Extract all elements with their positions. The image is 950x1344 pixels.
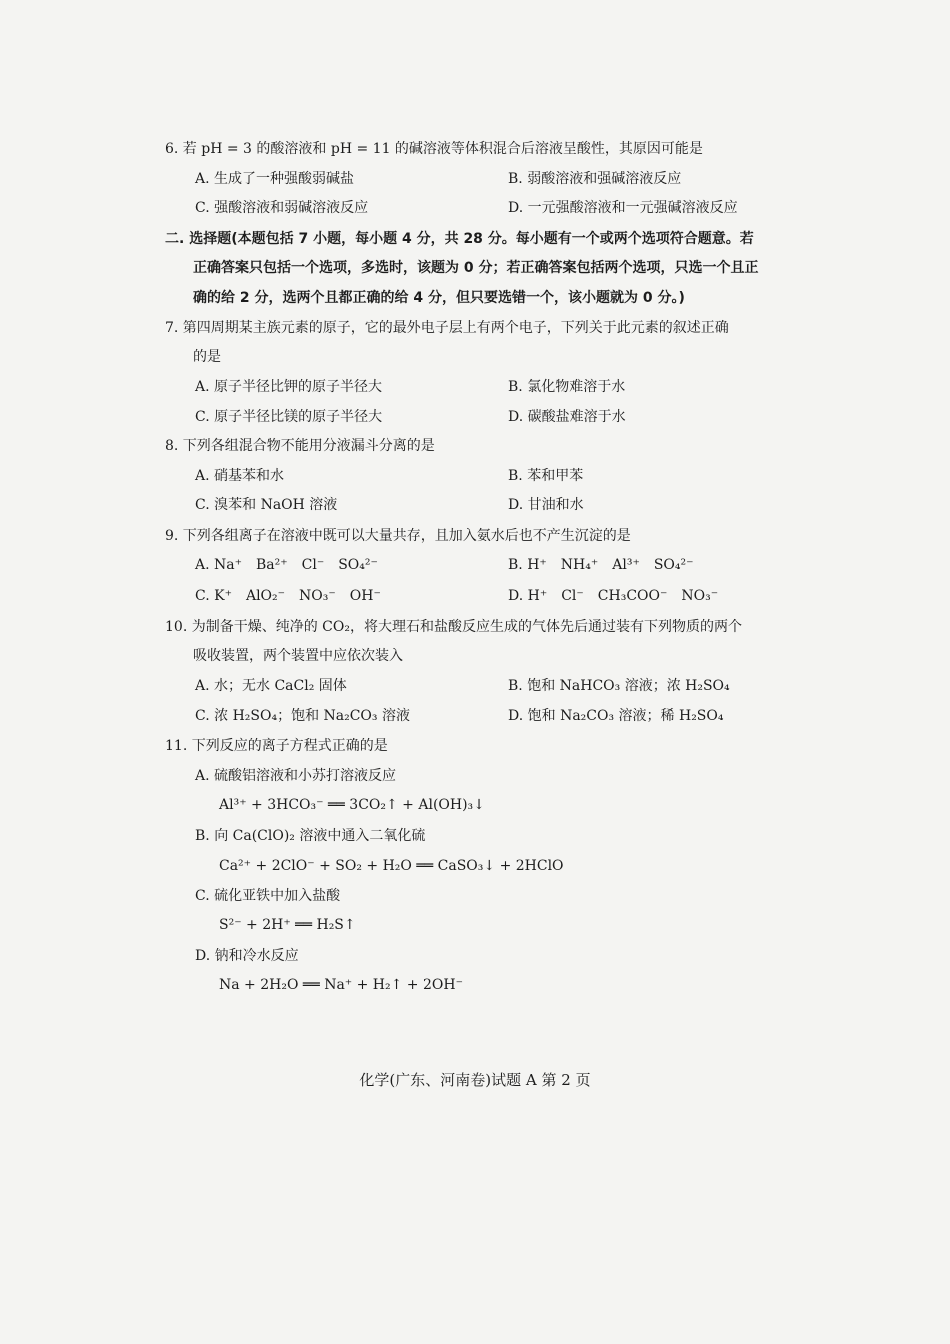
q9-stem: 9. 下列各组离子在溶液中既可以大量共存，且加入氨水后也不产生沉淀的是 bbox=[165, 528, 631, 544]
q6-option-a: A. 生成了一种强酸弱碱盐 bbox=[195, 171, 355, 187]
q6-option-b: B. 弱酸溶液和强碱溶液反应 bbox=[508, 171, 682, 187]
q9-option-a: A. Na⁺ Ba²⁺ Cl⁻ SO₄²⁻ bbox=[195, 557, 378, 573]
q10-option-c: C. 浓 H₂SO₄；饱和 Na₂CO₃ 溶液 bbox=[195, 708, 410, 724]
q7-option-a: A. 原子半径比钾的原子半径大 bbox=[195, 379, 383, 395]
q11-option-b-equation: Ca²⁺ + 2ClO⁻ + SO₂ + H₂O ══ CaSO₃↓ + 2HClO bbox=[219, 858, 564, 874]
q11-option-b: B. 向 Ca(ClO)₂ 溶液中通入二氧化硫 bbox=[195, 828, 426, 844]
q11-stem: 11. 下列反应的离子方程式正确的是 bbox=[165, 738, 388, 754]
q11-option-a-equation: Al³⁺ + 3HCO₃⁻ ══ 3CO₂↑ + Al(OH)₃↓ bbox=[219, 797, 485, 813]
q6-option-c: C. 强酸溶液和弱碱溶液反应 bbox=[195, 200, 369, 216]
q7-option-d: D. 碳酸盐难溶于水 bbox=[508, 409, 626, 425]
q10-option-a: A. 水；无水 CaCl₂ 固体 bbox=[195, 678, 347, 694]
q11-option-d-equation: Na + 2H₂O ══ Na⁺ + H₂↑ + 2OH⁻ bbox=[219, 977, 463, 993]
q6-stem: 6. 若 pH = 3 的酸溶液和 pH = 11 的碱溶液等体积混合后溶液呈酸性，其原因可能是 bbox=[165, 141, 703, 157]
q10-option-b: B. 饱和 NaHCO₃ 溶液；浓 H₂SO₄ bbox=[508, 678, 730, 694]
q7-option-b: B. 氯化物难溶于水 bbox=[508, 379, 626, 395]
section2-line3: 确的给 2 分，选两个且都正确的给 4 分，但只要选错一个，该小题就为 0 分。) bbox=[193, 290, 685, 306]
section2-line1: 二. 选择题(本题包括 7 小题，每小题 4 分，共 28 分。每小题有一个或两个选项符合题意。若 bbox=[165, 231, 754, 247]
q11-option-a: A. 硫酸铝溶液和小苏打溶液反应 bbox=[195, 768, 397, 784]
q7-option-c: C. 原子半径比镁的原子半径大 bbox=[195, 409, 383, 425]
q8-option-c: C. 溴苯和 NaOH 溶液 bbox=[195, 497, 338, 513]
q8-option-a: A. 硝基苯和水 bbox=[195, 468, 285, 484]
q10-option-d: D. 饱和 Na₂CO₃ 溶液；稀 H₂SO₄ bbox=[508, 708, 724, 724]
q7-stem-line1: 7. 第四周期某主族元素的原子，它的最外电子层上有两个电子，下列关于此元素的叙述正确 bbox=[165, 320, 729, 336]
page-footer: 化学(广东、河南卷)试题 A 第 2 页 bbox=[359, 1071, 591, 1089]
q9-option-c: C. K⁺ AlO₂⁻ NO₃⁻ OH⁻ bbox=[195, 588, 381, 604]
q7-stem-line2: 的是 bbox=[193, 349, 221, 365]
q8-option-d: D. 甘油和水 bbox=[508, 497, 584, 513]
q9-option-b: B. H⁺ NH₄⁺ Al³⁺ SO₄²⁻ bbox=[508, 557, 694, 573]
q8-stem: 8. 下列各组混合物不能用分液漏斗分离的是 bbox=[165, 438, 435, 454]
q8-option-b: B. 苯和甲苯 bbox=[508, 468, 584, 484]
section2-line2: 正确答案只包括一个选项，多选时，该题为 0 分；若正确答案包括两个选项，只选一个且正 bbox=[193, 260, 759, 276]
q11-option-c-equation: S²⁻ + 2H⁺ ══ H₂S↑ bbox=[219, 917, 356, 933]
q6-option-d: D. 一元强酸溶液和一元强碱溶液反应 bbox=[508, 200, 738, 216]
q10-stem-line1: 10. 为制备干燥、纯净的 CO₂，将大理石和盐酸反应生成的气体先后通过装有下列物质的两个 bbox=[165, 619, 742, 635]
q10-stem-line2: 吸收装置，两个装置中应依次装入 bbox=[193, 648, 403, 664]
q11-option-c: C. 硫化亚铁中加入盐酸 bbox=[195, 888, 341, 904]
q11-option-d: D. 钠和冷水反应 bbox=[195, 948, 299, 964]
q9-option-d: D. H⁺ Cl⁻ CH₃COO⁻ NO₃⁻ bbox=[508, 588, 719, 604]
